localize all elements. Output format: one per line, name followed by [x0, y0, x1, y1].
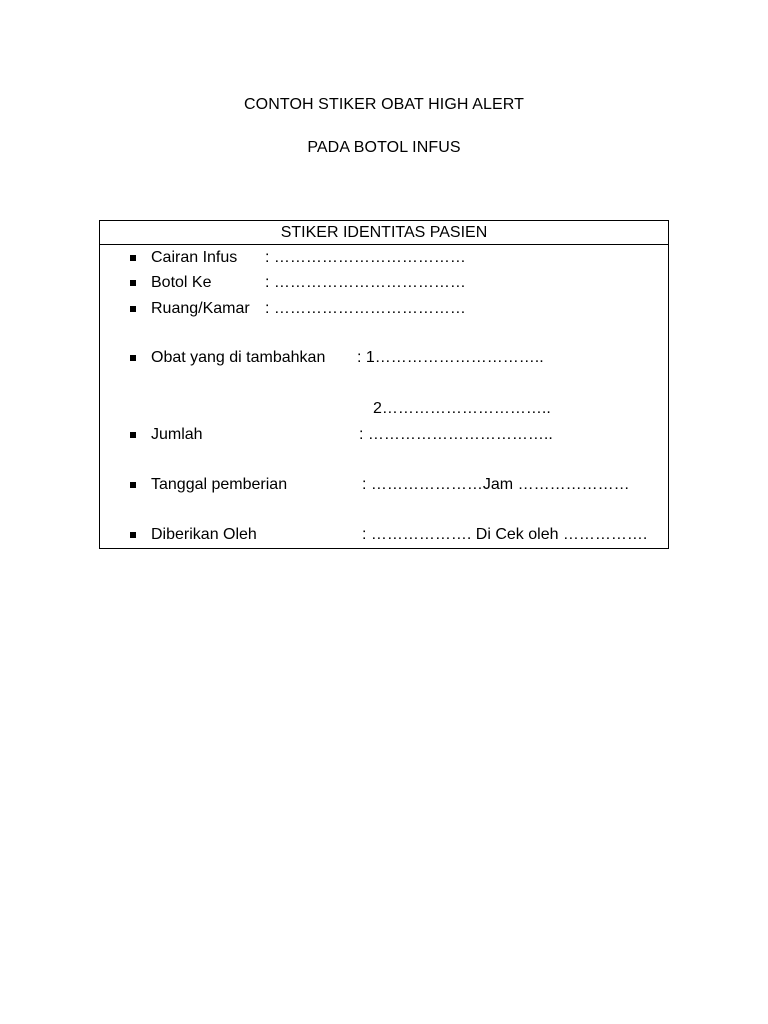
- botol-ke-field: : ………………………………: [265, 274, 466, 291]
- patient-identity-sticker: [99, 220, 669, 549]
- obat-label: Obat yang di tambahkan: [151, 349, 326, 366]
- jumlah-label: Jumlah: [151, 426, 203, 443]
- obat-field-2: 2…………………………..: [373, 400, 551, 417]
- ruang-kamar-field: : ………………………………: [265, 300, 466, 317]
- botol-ke-label: Botol Ke: [151, 274, 212, 291]
- tanggal-field: : …………………Jam …………………: [362, 476, 630, 493]
- document-subtitle: PADA BOTOL INFUS: [307, 139, 461, 156]
- tanggal-label: Tanggal pemberian: [151, 476, 288, 493]
- square-bullet-icon: [130, 482, 136, 488]
- diberikan-field: : ………………. Di Cek oleh …………….: [362, 526, 648, 543]
- jumlah-field: : ……………………………..: [359, 426, 553, 443]
- square-bullet-icon: [130, 280, 136, 286]
- cairan-infus-label: Cairan Infus: [151, 249, 238, 266]
- square-bullet-icon: [130, 432, 136, 438]
- obat-field-1: : 1…………………………..: [357, 349, 544, 366]
- square-bullet-icon: [130, 355, 136, 361]
- cairan-infus-field: : ………………………………: [265, 249, 466, 266]
- square-bullet-icon: [130, 306, 136, 312]
- sticker-header: STIKER IDENTITAS PASIEN: [100, 221, 668, 245]
- square-bullet-icon: [130, 255, 136, 261]
- square-bullet-icon: [130, 532, 136, 538]
- document-title: CONTOH STIKER OBAT HIGH ALERT: [244, 96, 524, 113]
- diberikan-label: Diberikan Oleh: [151, 526, 257, 543]
- ruang-kamar-label: Ruang/Kamar: [151, 300, 250, 317]
